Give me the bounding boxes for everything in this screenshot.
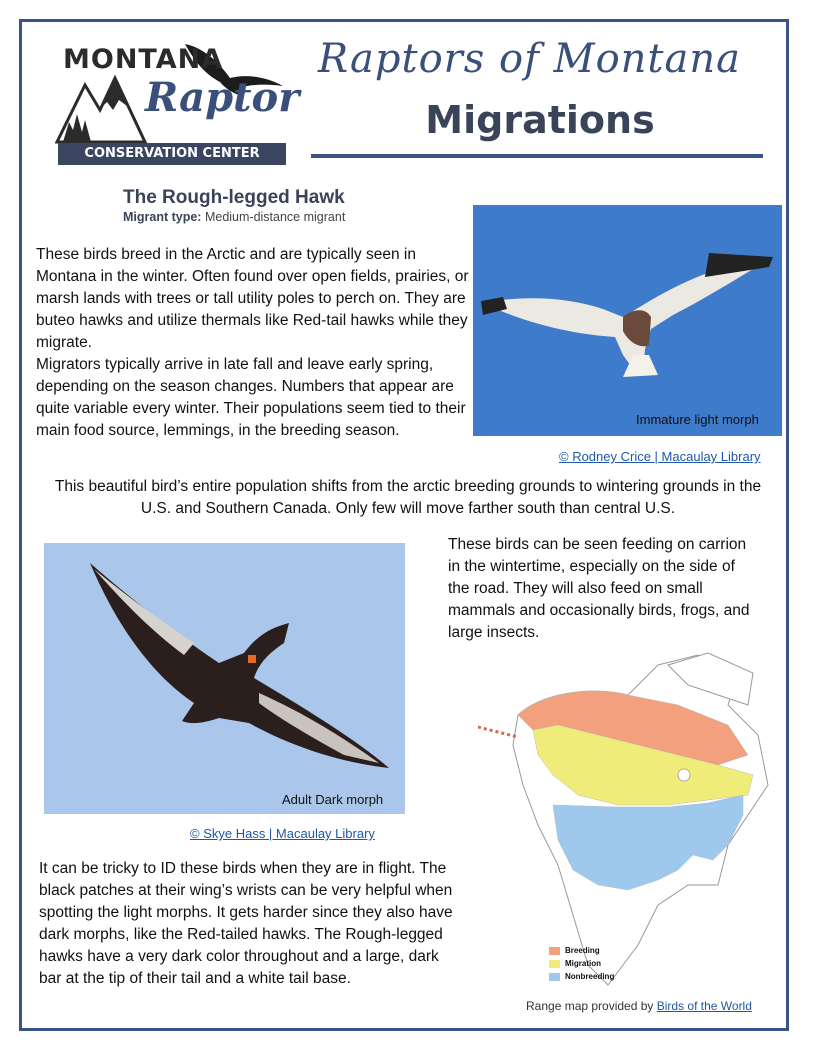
legend-migration [549,957,614,970]
light-morph-hawk-image [473,205,782,436]
header-script-title: Raptors of Montana [318,36,741,82]
legend-breeding [549,944,614,957]
photo2-caption: Adult Dark morph [282,792,384,807]
photo1-caption: Immature light morph [636,412,759,427]
legend-label: Breeding [565,946,600,955]
migrant-type [123,210,345,224]
logo-raptor-text: Raptor [145,74,300,121]
dark-morph-hawk-image [44,543,405,814]
migration-paragraph: Migrators typically arrive in late fall and leave early spring, depending on the season changes. Numbers that appear are quite variable every winter. Their populations seem tied to their main food source, lemmings, in the breeding season. [36,356,466,439]
page-title: Migrations [425,98,655,142]
map-credit-prefix: Range map provided by [526,999,657,1013]
photo2-credit-link[interactable]: © Skye Hass | Macaulay Library [190,826,375,841]
legend-label: Migration [565,959,601,968]
migrant-type-value: Medium-distance migrant [201,210,346,224]
legend-swatch [549,973,560,981]
range-map [478,645,778,995]
dark-morph-photo [44,543,405,814]
legend-swatch [549,960,560,968]
montana-raptor-logo [55,40,300,168]
identification-paragraph: It can be tricky to ID these birds when they are in flight. The black patches at their wing’s wrists can be very helpful when spotting the light morphs. It gets harder since they also have dark morphs, like the Red-tailed hawks. The Rough-legged hawks have a very dark color throughout and a large, dark bar at the tip of their tail and a white tail base. [39,860,453,987]
logo-montana-text: MONTANA [63,44,224,75]
species-title: The Rough-legged Hawk [123,187,345,208]
intro-paragraph: These birds breed in the Arctic and are typically seen in Montana in the winter. Often found over open fields, prairies, or marsh lands with trees or tall utility poles to perch on. They are buteo hawks and utilize thermals like Red-tail hawks while they migrate. [36,246,469,351]
title-divider [311,154,763,158]
legend-label: Nonbreeding [565,972,615,981]
map-legend [549,944,614,983]
legend-nonbreeding [549,970,614,983]
light-morph-photo [473,205,782,436]
logo-conservation-bar: CONSERVATION CENTER [58,143,286,165]
migrant-type-label: Migrant type: [123,210,202,224]
photo1-credit-link[interactable]: © Rodney Crice | Macaulay Library [559,449,761,464]
map-credit [526,999,756,1013]
population-shift-paragraph: This beautiful bird’s entire population shifts from the arctic breeding grounds to wintering grounds in the U.S. and Southern Canada. Only few will move farther south than central U.S. [54,478,762,517]
feeding-paragraph: These birds can be seen feeding on carrion in the wintertime, especially on the side of the road. They will also feed on small mammals and occasionally birds, frogs, and large insects. [448,536,750,641]
birds-of-the-world-link[interactable]: Birds of the World [656,999,752,1013]
north-america-range-map [478,645,778,995]
legend-swatch [549,947,560,955]
